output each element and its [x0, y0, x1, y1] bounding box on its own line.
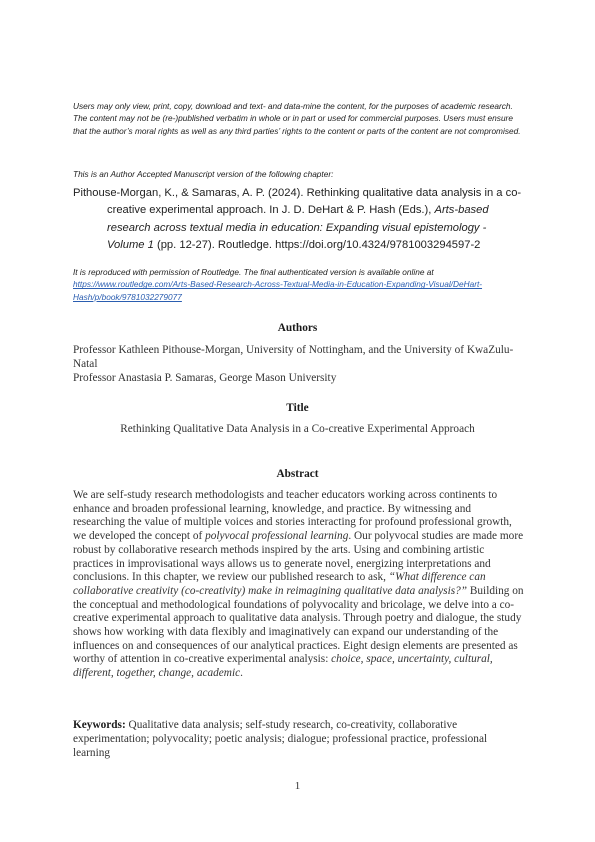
permission-note [73, 266, 528, 303]
keywords-label: Keywords: [73, 719, 126, 731]
citation [73, 185, 525, 255]
aam-note: This is an Author Accepted Manuscript version of the following chapter: [73, 169, 334, 179]
citation-book-title: Arts-based research across textual media in education: Expanding visual epistemology - Volume 1 [107, 204, 489, 252]
keywords [73, 718, 523, 760]
authors-heading: Authors [277, 322, 318, 334]
citation-text: Pithouse-Morgan, K., & Samaras, A. P. (2024). Rethinking qualitative data analysis in a co-creative experimental approach. In J. D. DeHart & P. Hash (Eds.), [73, 187, 522, 217]
abstract-design-elements: choice, space, uncertainty, cultural, different, together, change, academic [73, 653, 493, 680]
abstract-end: . [240, 667, 243, 680]
author-line: Professor Anastasia P. Samaras, George Mason University [73, 371, 337, 384]
author-line: Professor Kathleen Pithouse-Morgan, University of Nottingham, and the University of KwaZulu-Natal [73, 344, 514, 370]
permission-text: It is reproduced with permission of Routledge. The final authenticated version is available online at [73, 267, 434, 277]
abstract-text: Building on the conceptual and methodological foundations of polyvocality and bricolage, we delve into a co-creative experimental approach to qualitative data analysis. Through poetry and dialogue, the study shows how working with data flexibly and imaginatively can expand our understanding of the influences on and consequences of our analytical practices. Eight design elements are presented as worthy of attention in co-creative experimental analysis: [73, 584, 524, 666]
chapter-title: Rethinking Qualitative Data Analysis in a Co-creative Experimental Approach [120, 423, 475, 435]
abstract-body [73, 489, 525, 681]
keywords-text: Qualitative data analysis; self-study research, co-creativity, collaborative experimentation; polyvocality; poetic analysis; dialogue; professional practice, professional learning [73, 719, 488, 759]
abstract-text: . Our polyvocal studies are made more robust by collaborative research methods inspired by the arts. Using and combining artistic practices in improvisational ways allows us to generate novel, energizing interpretations and conclusions. In this chapter, we review our published research to ask, [73, 530, 524, 584]
abstract-heading: Abstract [276, 468, 319, 480]
abstract-term: polyvocal professional learning [205, 530, 349, 543]
citation-text-end: (pp. 12-27). Routledge. https://doi.org/10.4324/9781003294597-2 [153, 239, 481, 252]
page-number: 1 [294, 780, 301, 792]
abstract-text: We are self-study research methodologists and teacher educators working across continents to enhance and broaden professional learning, knowledge, and practice. By witnessing and researching the value of multiple voices and stories interacting for profound professional growth, we developed the concept of [73, 489, 512, 543]
abstract-question: “What difference can collaborative creativity (co-creativity) make in reimagining qualitative data analysis?” [73, 571, 486, 597]
usage-notice: Users may only view, print, copy, download and text- and data-mine the content, for the purposes of academic research. The content may not be (re-)published verbatim in whole or in part or used for commercial purposes. Users must ensure that the author’s moral rights as well as any third parties’ rights to the content or parts of the content are not compromised. [73, 101, 521, 136]
title-heading: Title [286, 402, 309, 414]
authors-list [73, 344, 523, 385]
book-link[interactable]: https://www.routledge.com/Arts-Based-Research-Across-Textual-Media-in-Education-Expanding-Visual/DeHart-Hash/p/book/9781032279077 [73, 279, 483, 302]
